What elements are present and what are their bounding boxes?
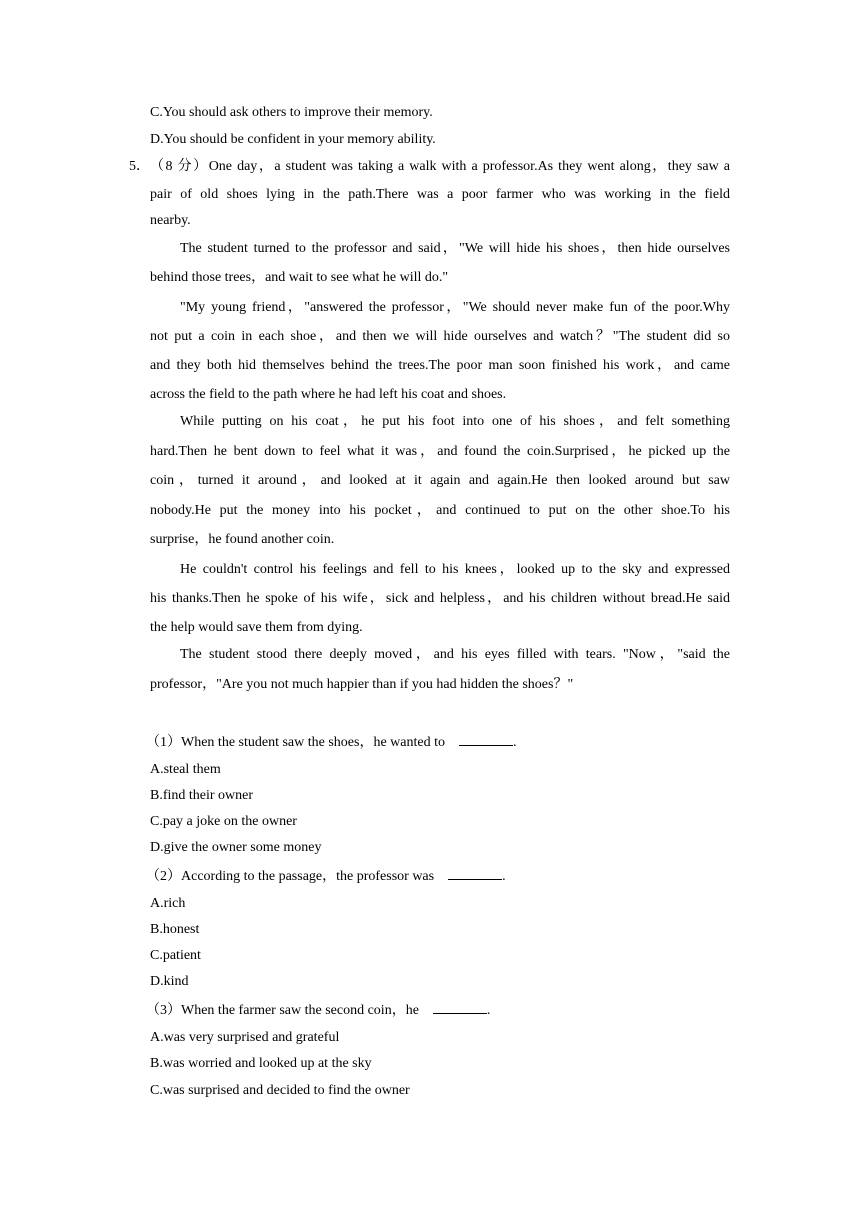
answer-blank bbox=[433, 1001, 487, 1014]
intro-line: （8 分）One day，a student was taking a walk with a professor.As they went along，they saw a bbox=[150, 159, 730, 174]
option-b: B.was worried and looked up at the sky bbox=[150, 1056, 372, 1071]
intro-line: pair of old shoes lying in the path.There was a poor farmer who was working in the field bbox=[150, 187, 730, 202]
passage-line: not put a coin in each shoe，and then we will hide ourselves and watch？"The student did so bbox=[150, 329, 730, 344]
passage-line: and they both hid themselves behind the trees.The poor man soon finished his work，and came bbox=[150, 358, 730, 373]
passage-line: the help would save them from dying. bbox=[150, 620, 363, 635]
passage-line: "My young friend，"answered the professor，"We should never make fun of the poor.Why bbox=[180, 300, 730, 315]
answer-blank bbox=[459, 733, 513, 746]
passage-line: hard.Then he bent down to feel what it was，and found the coin.Surprised，he picked up the bbox=[150, 444, 730, 459]
sub-question-2-stem: （2）According to the passage，the professor was bbox=[146, 869, 435, 884]
sub-question-1-stem: （1）When the student saw the shoes，he wanted to bbox=[146, 735, 445, 750]
passage-line: While putting on his coat，he put his foot into one of his shoes，and felt something bbox=[180, 414, 730, 429]
passage-line: The student turned to the professor and said，"We will hide his shoes，then hide ourselves bbox=[180, 241, 730, 256]
option-a: A.was very surprised and grateful bbox=[150, 1030, 340, 1045]
prev-option-c: C.You should ask others to improve their memory. bbox=[150, 105, 433, 120]
passage-line: behind those trees，and wait to see what he will do." bbox=[150, 270, 449, 285]
passage-line: coin，turned it around，and looked at it again and again.He then looked around but saw bbox=[150, 473, 730, 488]
sub-question-3-stem: （3）When the farmer saw the second coin，he bbox=[146, 1003, 419, 1018]
sub-question-stem: （2）According to the passage，the professor was . bbox=[146, 869, 506, 884]
sub-question-stem: （3）When the farmer saw the second coin，he . bbox=[146, 1003, 491, 1018]
option-c: C.was surprised and decided to find the owner bbox=[150, 1083, 410, 1098]
option-c: C.pay a joke on the owner bbox=[150, 814, 297, 829]
answer-blank bbox=[448, 867, 502, 880]
sub-question-stem: （1）When the student saw the shoes，he wanted to . bbox=[146, 735, 517, 750]
option-a: A.steal them bbox=[150, 762, 221, 777]
option-a: A.rich bbox=[150, 896, 186, 911]
option-c: C.patient bbox=[150, 948, 201, 963]
passage-line: nobody.He put the money into his pocket，and continued to put on the other shoe.To his bbox=[150, 503, 730, 518]
option-d: D.kind bbox=[150, 974, 189, 989]
passage-line: across the field to the path where he had left his coat and shoes. bbox=[150, 387, 507, 402]
passage-line: He couldn't control his feelings and fell to his knees，looked up to the sky and expressed bbox=[180, 562, 730, 577]
passage-line: his thanks.Then he spoke of his wife，sick and helpless，and his children without bread.He said bbox=[150, 591, 730, 606]
intro-line: nearby. bbox=[150, 213, 191, 228]
passage-line: professor，"Are you not much happier than if you had hidden the shoes？" bbox=[150, 677, 574, 692]
option-b: B.honest bbox=[150, 922, 200, 937]
prev-option-d: D.You should be confident in your memory ability. bbox=[150, 132, 436, 147]
passage-line: surprise，he found another coin. bbox=[150, 532, 335, 547]
option-d: D.give the owner some money bbox=[150, 840, 322, 855]
option-b: B.find their owner bbox=[150, 788, 254, 803]
question-number: 5． bbox=[129, 159, 150, 174]
passage-line: The student stood there deeply moved，and his eyes filled with tears. "Now，"said the bbox=[180, 647, 730, 662]
